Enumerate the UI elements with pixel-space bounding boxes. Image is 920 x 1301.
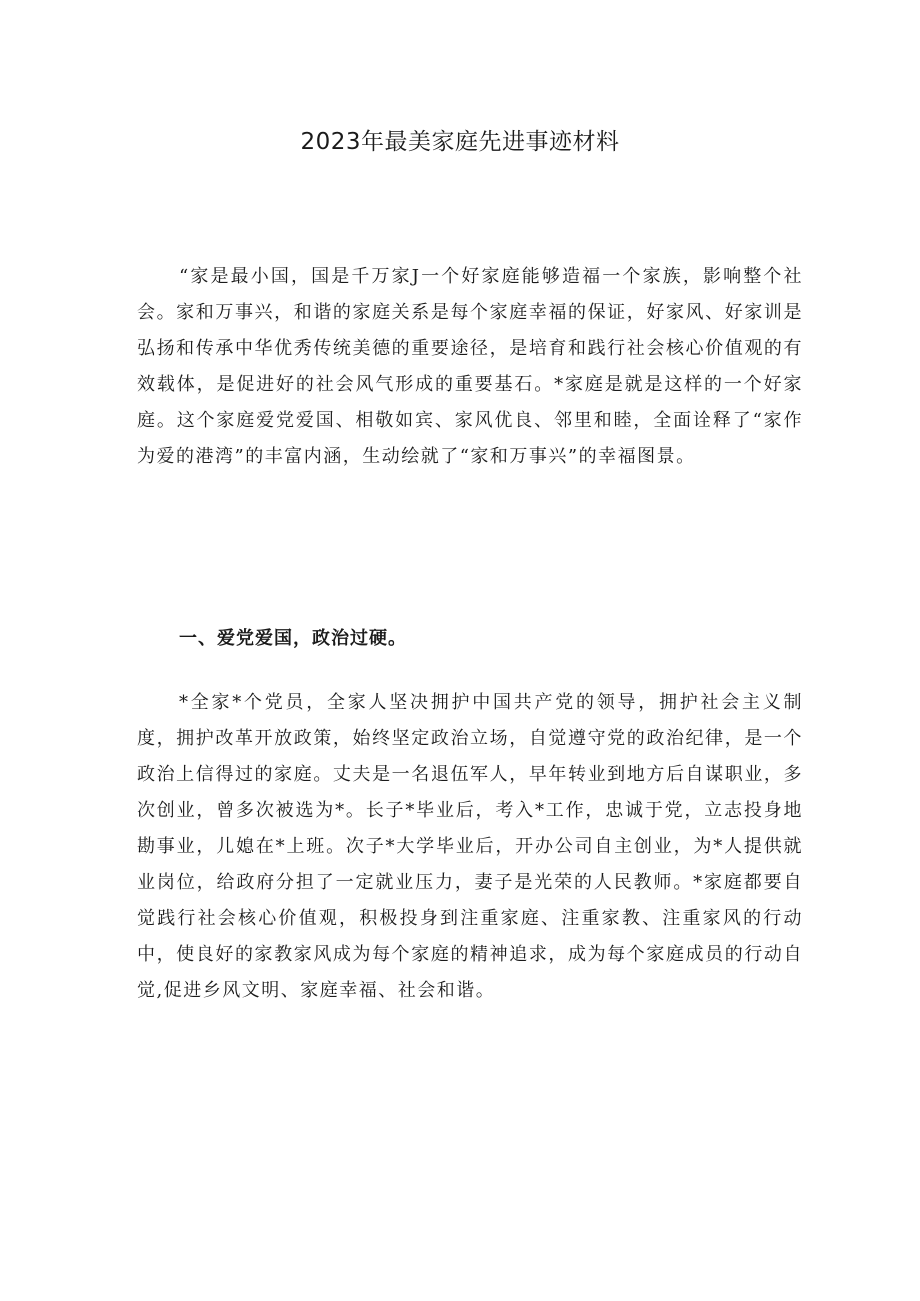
intro-paragraph: “家是最小国，国是千万家J一个好家庭能够造福一个家族，影响整个社会。家和万事兴，和谐的家庭关系是每个家庭幸福的保证，好家风、好家训是弘扬和传承中华优秀传统美德的重要途径，是培育和践行社会核心价值观的有效载体，是促进好的社会风气形成的重要基石。*家庭是就是这样的一个好家庭。这个家庭爱党爱国、相敬如宾、家风优良、邻里和睦，全面诠释了“家作为爱的港湾”的丰富内涵，生动绘就了“家和万事兴”的幸福图景。 <box>137 266 803 467</box>
document-title: 2023年最美家庭先进事迹材料 <box>300 129 620 155</box>
section-heading: 一、爱党爱国，政治过硬。 <box>179 628 407 649</box>
section-paragraph: *全家*个党员，全家人坚决拥护中国共产党的领导，拥护社会主义制度，拥护改革开放政策，始终坚定政治立场，自觉遵守党的政治纪律，是一个政治上信得过的家庭。丈夫是一名退伍军人，早年转业到地方后自谋职业，多次创业，曾多次被选为*。长子*毕业后，考入*工作，忠诚于党，立志投身地勘事业，儿媳在*上班。次子*大学毕业后，开办公司自主创业，为*人提供就业岗位，给政府分担了一定就业压力，妻子是光荣的人民教师。*家庭都要自觉践行社会核心价值观，积极投身到注重家庭、注重家教、注重家风的行动中，使良好的家教家风成为每个家庭的精神追求，成为每个家庭成员的行动自觉,促进乡风文明、家庭幸福、社会和谐。 <box>137 692 803 1001</box>
